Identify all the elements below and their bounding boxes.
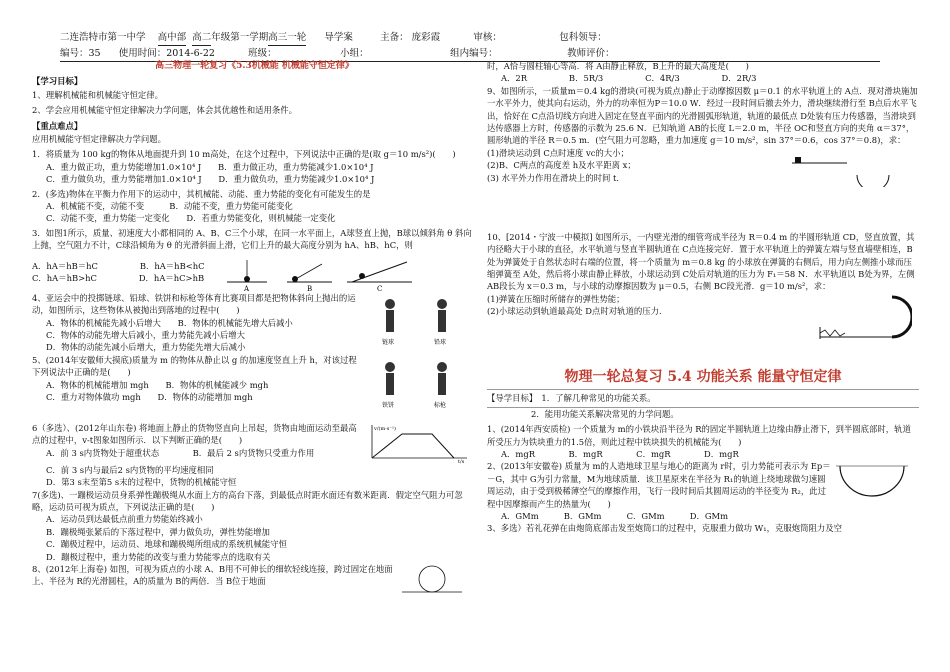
q9-sub-3: (3) 水平外力作用在滑块上的时间 t． — [487, 172, 625, 183]
q2-options-cd: C．动能不变，重力势能一定变化 D．若重力势能变化，则机械能一定变化 — [46, 213, 336, 224]
figure-track-10 — [817, 293, 912, 343]
q4-option-ab: A．物体的机械能先减小后增大 B．物体的机械能先增大后减小 — [46, 317, 293, 328]
right-column — [487, 60, 919, 535]
question-10: 10、[2014・宁波一中模拟] 如图所示，一内壁光滑的细管弯成半径为 R＝0.4 m 的半圆形轨道 CD，竖直放置，其内径略大于小球的直径，水平轨道与竖直半圆轨道在 C点连接完好．置于水平轨道上的弹簧左端与竖直墙壁相连，B处为弹簧处于自然状态时右端的位置，将一个质量为 m＝0.8 kg 的小球放在弹簧的右侧后，用力向左侧推小球而压缩弹簧至 A处，然后将小球由静止释放，小球运动到 C处后对轨道的压力为 F₁＝58 N．水平轨道以 B处为界，左侧 AB段长为 x＝0.3 m，与小球的动摩擦因数为 μ＝0.5，右侧 BC段光滑．g＝10 m/s²，求： — [487, 231, 915, 292]
q6-option-c: C．前 3 s内与最后2 s内货物的平均速度相同 — [46, 464, 214, 475]
key-text: 应用机械能守恒定律解决力学问题。 — [32, 134, 166, 145]
figure-half-circle — [832, 460, 912, 500]
q3-options-cd: C．hA＝hB>hC D．hA＝hC>hB — [32, 273, 205, 284]
page-header — [60, 30, 880, 62]
guide-goals — [487, 389, 919, 407]
label-a: A — [244, 284, 250, 292]
goal-2: 2、学会应用机械能守恒定律解决力学问题，体会其优越性和适用条件。 — [32, 105, 297, 116]
guide-goal-1: 【导学目标】 1．了解几种常见的功能关系。 — [487, 393, 656, 404]
p2-options: A．GMm B．GMm C．GMm D．GMm — [501, 510, 729, 521]
q7-option-c: C．蹦极过程中，运动员、地球和蹦极绳所组成的系统机械能守恒 — [46, 539, 287, 550]
figure-vt-graph — [362, 422, 472, 464]
question-8: 8、(2012年上海卷) 如图，可视为质点的小球 A、B用不可伸长的细软轻线连接，跨过固定在地面上、半径为 R的光滑圆柱，A的质量为 B的两倍．当 B位于地面 — [32, 563, 393, 587]
question-1: 1．将质量为 100 kg的物体从地面提升到 10 m高处，在这个过程中，下列说法中正确的是(取 g＝10 m/s²)( ) — [32, 149, 456, 160]
goals-heading: 【学习目标】 — [32, 76, 83, 87]
q6-option-ab: A．前 3 s内货物处于超重状态 B．最后 2 s内货物只受重力作用 — [46, 447, 315, 458]
vt-x-label: t/s — [458, 458, 465, 464]
figure-cylinder — [402, 563, 462, 593]
goal-1: 1、理解机械能和机械能守恒定律。 — [32, 89, 163, 100]
question-3: 3．如图1所示，质量、初速度大小都相同的 A、B、C三个小球，在同一水平面上，A球竖直上抛，B球以倾斜角 θ 斜向上抛，空气阻力不计，C球沿倾角为 θ 的光滑斜面上滑，它们上升的最大高度分别为 hA、hB、hC，则 — [32, 227, 472, 251]
figure-abc-throws — [222, 252, 422, 292]
q4-option-d: D．物体的动能先减小后增大，重力势能先增大后减小 — [46, 342, 246, 353]
label-discus: 铁饼 — [382, 401, 395, 409]
guide-goal-2: 2．能用功能关系解决常见的力学问题。 — [531, 408, 679, 419]
figure-athletes — [362, 292, 472, 422]
problem-1: 1、(2014年西安质检) 一个质量为 m的小铁块沿半径为 R的固定半圆轨道上边缘由静止滑下，到半圆底部时，轨道所受压力为铁块重力的1.5倍，则此过程中铁块损失的机械能为( ) — [487, 424, 911, 447]
second-title: 物理一轮总复习 5.4 功能关系 能量守恒定律 — [564, 368, 842, 385]
question-4: 4、亚运会中的投掷链球、铅球、铁饼和标枪等体育比赛项目都是把物体斜向上抛出的运动，如图所示，这些物体从被抛出到落地的过程中( ) — [32, 292, 356, 316]
q7-option-d: D．蹦极过程中，重力势能的改变与重力势能零点的选取有关 — [46, 551, 271, 562]
problem-3: 3、多选）若礼花弹在由炮筒底部击发至炮筒口的过程中，克服重力做功 W₁，克服炮筒阻力及空 — [487, 523, 842, 534]
problem-2: 2、(2013年安徽卷) 质量为 m的人造地球卫星与地心的距离为 r时，引力势能可表示为 Ep＝－G，其中 G为引力常量，M为地球质量．该卫星原来在半径为 R₁的轨道上绕地球做匀速圆周运动，由于受到极稀薄空气的摩擦作用，飞行一段时间后其圆周运动的半径变为 R₂，此过程中因摩擦而产生的热量为( ) — [487, 461, 831, 509]
q5-option-cd: C．重力对物体做功 mgh D．物体的动能增加 mgh — [46, 391, 253, 402]
figure-track-9 — [787, 147, 907, 187]
school-name: 二连浩特市第一中学 — [60, 32, 146, 43]
question-5: 5、(2014年安徽师大摸底)质量为 m 的物体从静止以 g 的加速度竖直上升 h，对该过程下列说法中正确的是( ) — [32, 354, 357, 378]
header-line-2: 编号：35 使用时间：2014-6-22 班级： 小组： 组内编号： 教师评价： — [60, 46, 880, 62]
key-heading: 【重点难点】 — [32, 120, 83, 131]
q3-options-ab: A．hA＝hB＝hC B．hA＝hB<hC — [32, 260, 205, 271]
left-column — [32, 60, 477, 593]
label-shot: 铅球 — [434, 338, 447, 346]
vt-y-label: v/(m·s⁻¹) — [374, 425, 396, 432]
label-hammer: 链球 — [382, 338, 395, 346]
q6-row — [32, 422, 477, 464]
q4-option-c: C．物体的动能先增大后减小，重力势能先减小后增大 — [46, 329, 246, 340]
q3-row — [32, 252, 477, 292]
label-javelin: 标枪 — [434, 401, 447, 409]
label-b: B — [307, 284, 313, 292]
q7-option-a: A．运动员到达最低点前重力势能始终减小 — [46, 514, 203, 525]
q6-option-d: D．第3 s末至第5 s末的过程中，货物的机械能守恒 — [46, 477, 237, 488]
q7-option-b: B．蹦极绳张紧后的下落过程中，弹力做负功，弹性势能增加 — [46, 526, 270, 537]
q5-option-ab: A．物体的机械能增加 mgh B．物体的机械能减少 mgh — [46, 379, 269, 390]
question-2: 2．(多选)物体在平衡力作用下的运动中，其机械能、动能、重力势能的变化有可能发生的是 — [32, 188, 371, 199]
q9-sub-2: (2)B、C两点的高度差 h及水平距离 x； — [487, 160, 636, 171]
q8-continued: 时，A恰与圆柱轴心等高．将 A由静止释放，B上升的最大高度是( ) — [487, 61, 749, 71]
question-6: 6（多选）、(2012年山东卷) 将地面上静止的货物竖直向上吊起，货物由地面运动至最高点的过程中，v-t图象如图所示．以下判断正确的是( ) — [32, 422, 357, 446]
lesson-title: 高三物理一轮复习《5.3机械能 机械能守恒定律》 — [155, 61, 354, 71]
q4-row — [32, 292, 477, 422]
header-line-1: 二连浩特市第一中学 高中部 高二年级第一学期高三一轮 导学案 主备： 庞彩霞 审核： 包科领导： — [60, 30, 880, 46]
q10-sub-1: (1)弹簧在压缩时所储存的弹性势能； — [487, 293, 625, 304]
label-c: C — [377, 284, 383, 292]
question-7: 7(多选)、一蹦极运动员身系弹性蹦极绳从水面上方的高台下落，到最低点时距水面还有数米距离．假定空气阻力可忽略，运动员可视为质点，下列说法正确的是( ) — [32, 489, 463, 512]
q2-options-ab: A．机械能不变，动能不变 B．动能不变，重力势能可能变化 — [46, 201, 293, 212]
q8-options: A．2R B．5R/3 C．4R/3 D．2R/3 — [501, 73, 757, 84]
q10-sub-2: (2)小球运动到轨道最高处 D点时对轨道的压力. — [487, 306, 662, 317]
q1-options-cd: C．重力做负功，重力势能增加1.0×10⁴ J D．重力做负功，重力势能减少1.0×10⁴ J — [46, 174, 375, 185]
q1-options-ab: A．重力做正功，重力势能增加1.0×10⁴ J B．重力做正功，重力势能减少1.0×10⁴ J — [46, 161, 374, 172]
question-9: 9、如图所示，一质量m＝0.4 kg的滑块(可视为质点)静止于动摩擦因数 μ＝0.1 的水平轨道上的 A点．现对滑块施加一水平外力，使其向右运动，外力的功率恒为P＝10.0 W．经过一段时间后撤去外力，滑块继续滑行至 B点后水平飞出，恰好在 C点沿切线方向进入固定在竖直平面内的光滑圆弧形轨道，轨道的最低点 D处装有压力传感器，当滑块到达传感器上方时，传感器的示数为 25.6 N．已知轨道 AB的长度 L＝2.0 m，半径 OC和竖直方向的夹角 α＝37°，圆形轨道的半径 R＝0.5 m．(空气阻力可忽略，重力加速度 g＝10 m/s²，sin 37°＝0.6，cos 37°＝0.8)，求： — [487, 85, 918, 146]
q9-sub-1: (1)滑块运动到 C点时速度 vc的大小； — [487, 147, 629, 158]
p1-options: A．mgR B．mgR C．mgR D．mgR — [501, 448, 739, 459]
